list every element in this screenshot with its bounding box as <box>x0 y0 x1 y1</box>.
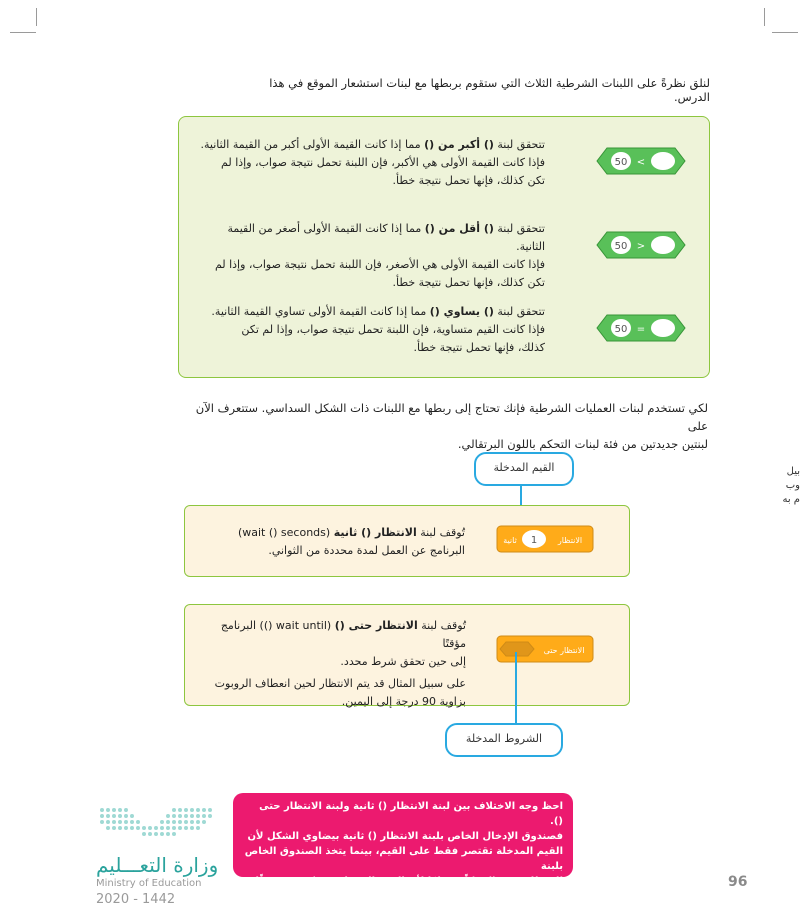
svg-text:1: 1 <box>530 535 538 546</box>
crop-mark <box>36 8 37 26</box>
svg-text:ثانية: ثانية <box>503 536 517 545</box>
adjacent-page-text: بيل وب م به <box>782 466 800 505</box>
svg-text:الانتظار حتى: الانتظار حتى <box>543 646 585 655</box>
wait-until-block <box>496 634 596 668</box>
greater-than-block <box>595 146 687 176</box>
connector-line <box>515 652 517 724</box>
input-conditions-label: الشروط المدخلة <box>445 723 563 757</box>
crop-mark <box>10 32 36 33</box>
input-values-label: القيم المدخلة <box>474 452 574 486</box>
wait-seconds-description: تُوقف لبنة الانتظار () ثانية (wait () seconds) البرنامج عن العمل لمدة محددة من الثواني. <box>237 526 465 557</box>
svg-text:50: 50 <box>614 324 628 335</box>
block-name: () أقل من () <box>424 222 494 235</box>
svg-text:=: = <box>636 324 646 335</box>
operator-description: تتحقق لبنة () يساوي () مما إذا كانت القيمة الأولى تساوي القيمة الثانية. فإذا كانت القيم متساوية، فإن اللبنة تحمل نتيجة صواب، وإذا لم تكن كذلك، فإنها تحمل نتيجة خطأ. <box>211 305 545 354</box>
operator-description: تتحقق لبنة () أكبر من () مما إذا كانت القيمة الأولى أكبر من القيمة الثانية. فإذا كانت القيمة الأولى هي الأكبر، فإن اللبنة تحمل نتيجة صواب، وإذا لم تكن كذلك، فإنها تحمل نتيجة خطأ. <box>200 138 545 187</box>
operator-description: تتحقق لبنة () أقل من () مما إذا كانت القيمة الأولى أصغر من القيمة الثانية. فإذا كانت القيمة الأولى هي الأصغر، فإن اللبنة تحمل نتيجة صواب، وإذا لم تكن كذلك، فإنها تحمل نتيجة خطأ. <box>214 222 545 289</box>
svg-text:50: 50 <box>614 241 628 252</box>
block-name: () أكبر من () <box>424 138 494 151</box>
less-than-block <box>595 230 687 260</box>
wait-seconds-block <box>496 524 596 558</box>
ministry-year: 2020 - 1442 <box>96 892 176 907</box>
block-name: الانتظار حتى () <box>334 619 418 632</box>
svg-text:50: 50 <box>614 157 628 168</box>
svg-text:<: < <box>636 157 646 168</box>
ministry-logo <box>98 804 218 848</box>
crop-mark <box>764 8 765 26</box>
note-box: احظ وجه الاختلاف بين لبنة الانتظار () ثانية ولبنة الانتظار حتى (). فصندوق الإدخال الخاص بلبنة الانتظار () ثانية بيضاوي الشكل لأن القيم المدخلة تقتصر فقط على القيم، بينما يتخذ الصندوق الخاص بلبنة الانتظار حتى () شكلًا مضلعًا لأن القيم المدخلة قد تكون شروطًا فقط. <box>233 793 573 877</box>
ministry-name-arabic: وزارة التعـــليم <box>96 853 219 877</box>
connector-line <box>520 484 522 506</box>
body-paragraph: لكي تستخدم لبنات العمليات الشرطية فإنك تحتاج إلى ربطها مع اللبنات ذات الشكل السداسي. ستتعرف الآن على لبنتين جديدتين من فئة لبنات التحكم باللون البرتقالي. <box>195 401 708 451</box>
intro-text: لنلق نظرةً على اللبنات الشرطية الثلاث التي ستقوم بربطها مع لبنات استشعار الموقع في هذا الدرس. <box>269 76 710 104</box>
ministry-name-english: Ministry of Education <box>96 878 202 889</box>
wait-until-description: تُوقف لبنة الانتظار حتى () (wait until ()) البرنامج مؤقتًا إلى حين تحقق شرط محدد. على سبيل المثال قد يتم الانتظار لحين انعطاف الروبوت بزاوية 90 درجة إلى اليمين. <box>214 619 466 708</box>
page-number: 96 <box>728 874 748 890</box>
svg-text:الانتظار: الانتظار <box>557 536 583 545</box>
block-name: () يساوي () <box>429 305 494 318</box>
equals-block <box>595 313 687 343</box>
block-name: الانتظار () ثانية <box>333 526 417 539</box>
svg-text:>: > <box>636 241 646 252</box>
crop-mark <box>772 32 798 33</box>
